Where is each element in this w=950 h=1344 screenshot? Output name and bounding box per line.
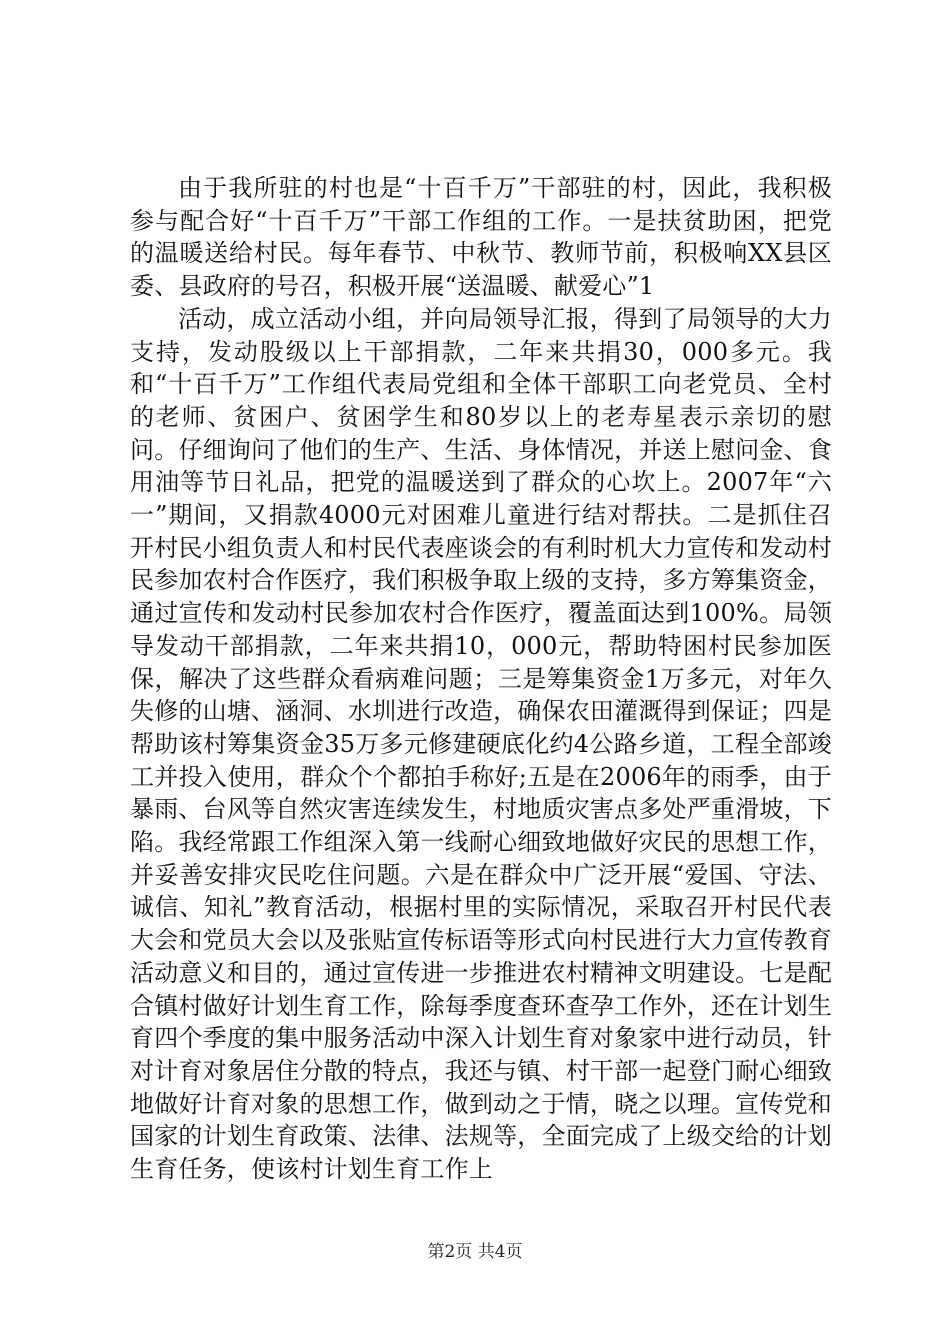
- paragraph-1: 由于我所驻的村也是“十百千万”干部驻的村，因此，我积极参与配合好“十百千万”干部工作组的工作。一是扶贫助困，把党的温暖送给村民。每年春节、中秋节、教师节前，积极响XX县区委、县政府的号召，积极开展“送温暖、献爱心”1: [130, 174, 832, 301]
- paragraph-2: 活动，成立活动小组，并向局领导汇报，得到了局领导的大力支持，发动股级以上干部捐款，二年来共捐30，000多元。我和“十百千万”工作组代表局党组和全体干部职工向老党员、全村的老师、贫困户、贫困学生和80岁以上的老寿星表示亲切的慰问。仔细询问了他们的生产、生活、身体情况，并送上慰问金、食用油等节日礼品，把党的温暖送到了群众的心坎上。2007年“六一”期间，又捐款4000元对困难儿童进行结对帮扶。二是抓住召开村民小组负责人和村民代表座谈会的有利时机大力宣传和发动村民参加农村合作医疗，我们积极争取上级的支持，多方筹集资金，通过宣传和发动村民参加农村合作医疗，覆盖面达到100%。局领导发动干部捐款，二年来共捐10，000元，帮助特困村民参加医保，解决了这些群众看病难问题；三是筹集资金1万多元，对年久失修的山塘、涵洞、水圳进行改造，确保农田灌溉得到保证；四是帮助该村筹集资金35万多元修建硬底化约4公路乡道，工程全部竣工并投入使用，群众个个都拍手称好;五是在2006年的雨季，由于暴雨、台风等自然灾害连续发生，村地质灾害点多处严重滑坡，下陷。我经常跟工作组深入第一线耐心细致地做好灾民的思想工作，并妥善安排灾民吃住问题。六是在群众中广泛开展“爱国、守法、诚信、知礼”教育活动，根据村里的实际情况，采取召开村民代表大会和党员大会以及张贴宣传标语等形式向村民进行大力宣传教育活动意义和目的，通过宣传进一步推进农村精神文明建设。七是配合镇村做好计划生育工作，除每季度查环查孕工作外，还在计划生育四个季度的集中服务活动中深入计划生育对象家中进行动员，针对计育对象居住分散的特点，我还与镇、村干部一起登门耐心细致地做好计育对象的思想工作，做到动之于情，晓之以理。宣传党和国家的计划生育政策、法律、法规等，全面完成了上级交给的计划生育任务，使该村计划生育工作上: [130, 304, 832, 1184]
- document-body: [130, 172, 832, 1186]
- page-footer: 第2页 共4页: [427, 1242, 523, 1262]
